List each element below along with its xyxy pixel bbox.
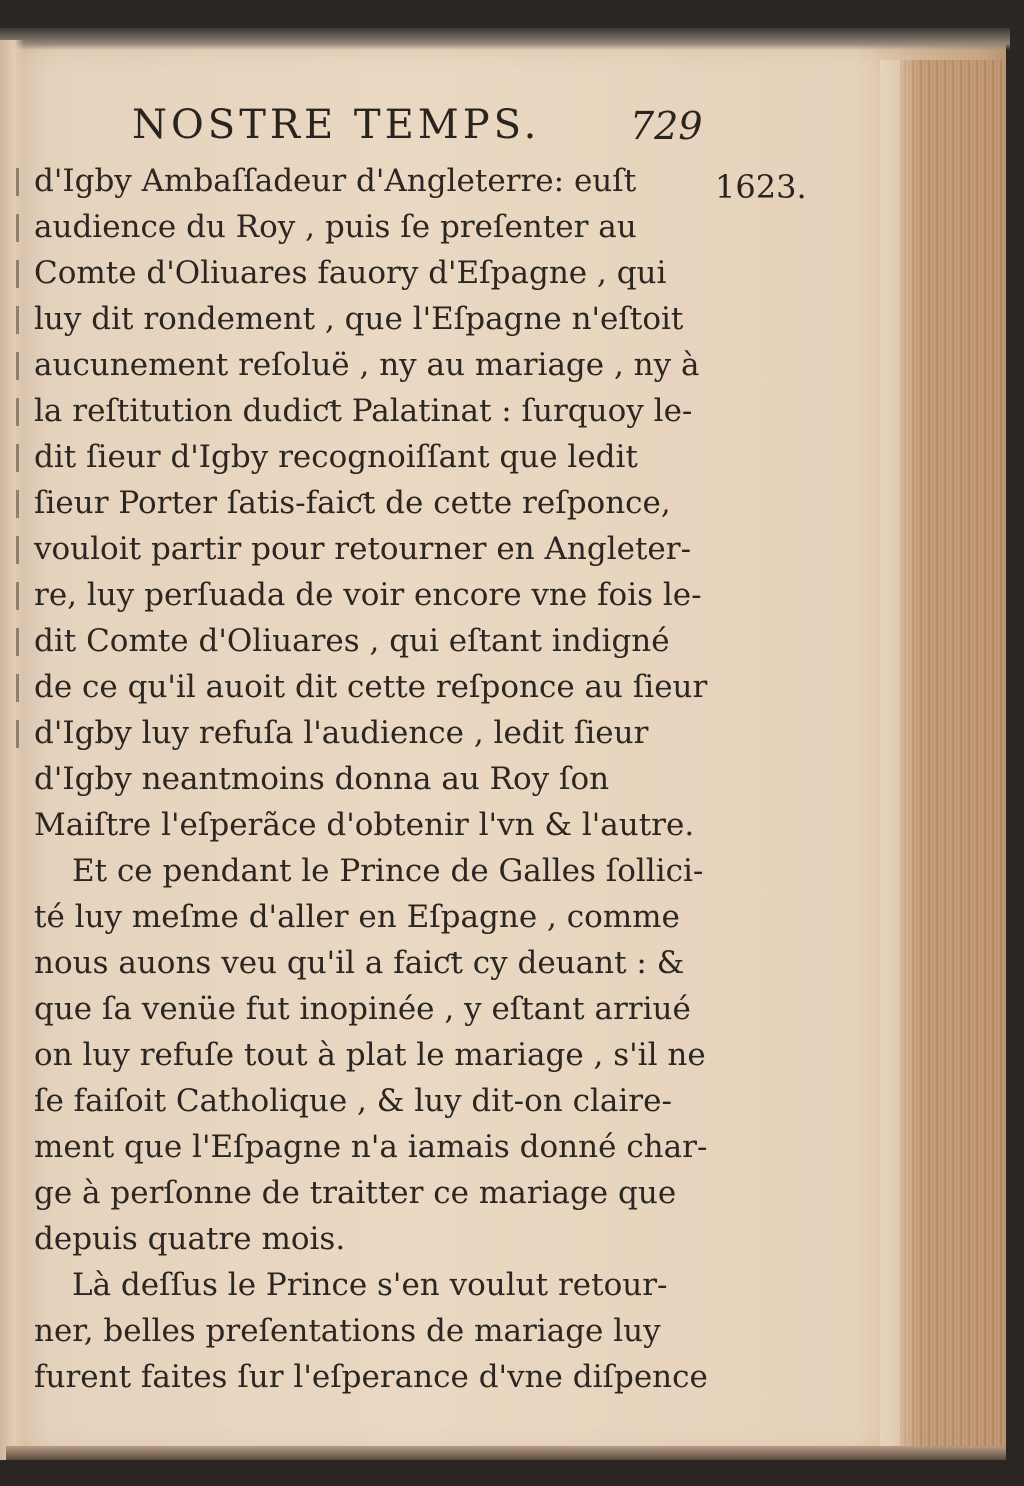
gutter-mark (16, 674, 19, 702)
gutter-mark (16, 628, 19, 656)
text-line: la reſtitution dudiƈt Palatinat : ſurquoy le- (34, 393, 693, 429)
text-line: audience du Roy , puis ſe preſenter au (34, 209, 637, 245)
gutter-mark (16, 306, 19, 334)
text-line: d'Igby luy refuſa l'audience , ledit ſieur (34, 715, 649, 751)
text-line: ſieur Porter ſatis-faiƈt de cette reſponce, (34, 485, 671, 521)
gutter-mark (16, 214, 19, 242)
text-line: Maiſtre l'eſperãce d'obtenir l'vn & l'autre. (34, 807, 695, 843)
bottom-page-edge (6, 1446, 1006, 1460)
top-page-shadow (0, 28, 1010, 50)
margin-year-note: 1623. (715, 168, 807, 206)
text-line: aucunement reſoluë , ny au mariage , ny à (34, 347, 700, 383)
page-number: 729 (630, 104, 703, 148)
fore-edge-fade (880, 60, 920, 1455)
text-line: ner, belles preſentations de mariage luy (34, 1313, 661, 1349)
gutter-mark (16, 490, 19, 518)
text-line: ment que l'Eſpagne n'a iamais donné char- (34, 1129, 708, 1165)
text-line: que ſa venüe fut inopinée , y eſtant arriué (34, 991, 691, 1027)
gutter-mark (16, 352, 19, 380)
gutter-mark (16, 582, 19, 610)
text-line: dit Comte d'Oliuares , qui eſtant indigné (34, 623, 670, 659)
text-line: nous auons veu qu'il a faiƈt cy deuant : & (34, 945, 685, 981)
text-line: té luy meſme d'aller en Eſpagne , comme (34, 899, 680, 935)
running-title: NOSTRE TEMPS. (132, 102, 541, 148)
gutter-mark (16, 398, 19, 426)
text-line: on luy refuſe tout à plat le mariage , s'il ne (34, 1037, 706, 1073)
text-line: furent faites ſur l'eſperance d'vne diſpence (34, 1359, 708, 1395)
body-text (34, 158, 714, 1400)
text-line: d'Igby neantmoins donna au Roy ſon (34, 761, 610, 797)
text-line: depuis quatre mois. (34, 1221, 346, 1257)
running-header (132, 102, 712, 152)
text-line: re, luy perſuada de voir encore vne fois le- (34, 577, 702, 613)
gutter-marks (2, 160, 32, 1460)
gutter-mark (16, 720, 19, 748)
text-line: vouloit partir pour retourner en Angleter- (34, 531, 692, 567)
text-line: ſe faiſoit Catholique , & luy dit-on claire- (34, 1083, 672, 1119)
gutter-mark (16, 260, 19, 288)
paragraph-start-line: Et ce pendant le Prince de Galles ſollici- (72, 853, 704, 889)
gutter-mark (16, 536, 19, 564)
text-line: luy dit rondement , que l'Eſpagne n'eſtoit (34, 301, 684, 337)
text-line: dit ſieur d'Igby recognoiſſant que ledit (34, 439, 638, 475)
gutter-mark (16, 444, 19, 472)
text-line: Comte d'Oliuares fauory d'Eſpagne , qui (34, 255, 667, 291)
text-line: de ce qu'il auoit dit cette reſponce au ſieur (34, 669, 708, 705)
paragraph-start-line: Là deſſus le Prince s'en voulut retour- (72, 1267, 668, 1303)
text-line: d'Igby Ambaſſadeur d'Angleterre: euſt (34, 163, 637, 199)
gutter-mark (16, 168, 19, 196)
text-line: ge à perſonne de traitter ce mariage que (34, 1175, 677, 1211)
